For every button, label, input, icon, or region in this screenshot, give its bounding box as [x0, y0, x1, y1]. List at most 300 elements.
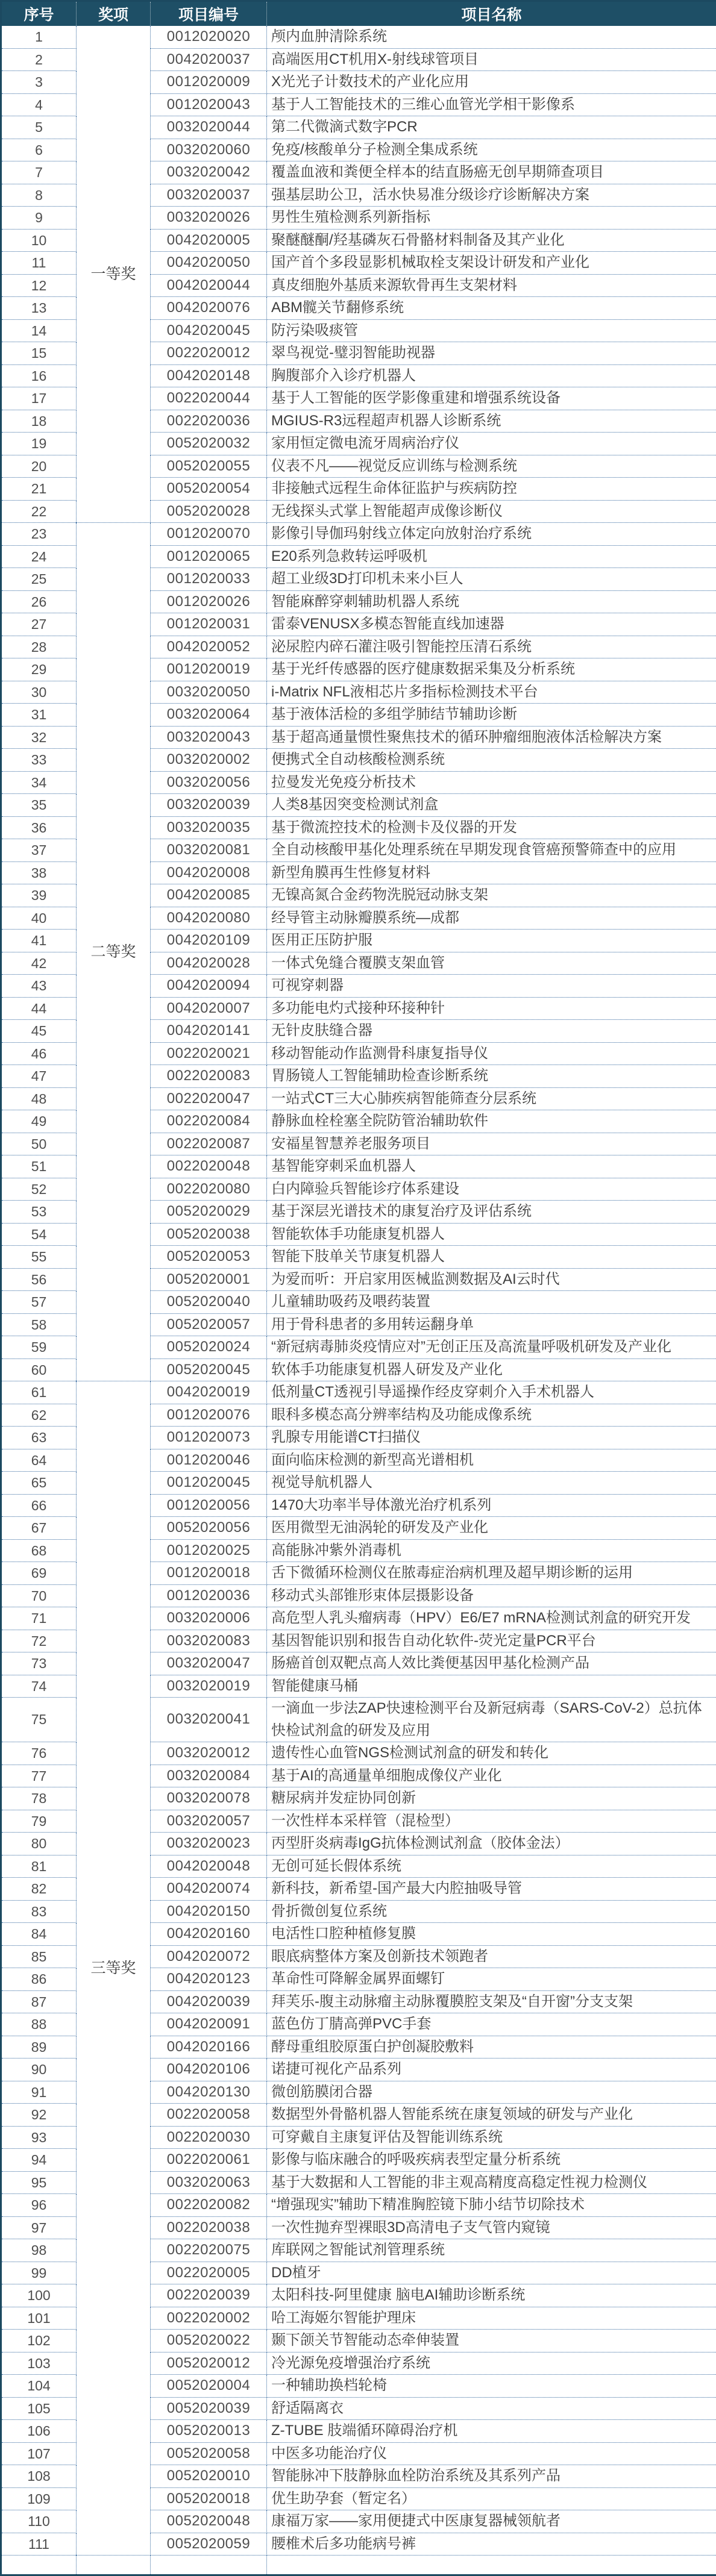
project-name-cell: 高能脉冲紫外消毒机	[267, 1539, 716, 1562]
row-number-cell: 82	[1, 1878, 77, 1901]
project-code-cell: 0042020150	[151, 1900, 267, 1923]
project-code-cell: 0022020048	[151, 1155, 267, 1178]
row-number-cell: 76	[1, 1742, 77, 1765]
row-number-cell: 52	[1, 1178, 77, 1201]
row-number-cell: 102	[1, 2330, 77, 2352]
row-number-cell: 14	[1, 319, 77, 342]
project-name-cell: 第二代微滴式数字PCR	[267, 116, 716, 139]
project-name-cell: 一次性抛弃型裸眼3D高清电子支气管内窥镜	[267, 2216, 716, 2239]
project-code-cell: 0022020021	[151, 1042, 267, 1065]
row-number-cell: 53	[1, 1201, 77, 1224]
project-code-cell: 0032020039	[151, 794, 267, 817]
row-number-cell: 39	[1, 884, 77, 907]
column-header-1: 序号	[1, 1, 77, 27]
header-row	[1, 1, 716, 27]
project-code-cell: 0042020019	[151, 1381, 267, 1404]
row-number-cell: 74	[1, 1675, 77, 1698]
project-name-cell: 聚醚醚酮/羟基磷灰石骨骼材料制备及其产业化	[267, 229, 716, 252]
row-number-cell: 41	[1, 930, 77, 952]
project-code-cell: 0052020055	[151, 455, 267, 478]
row-number-cell: 67	[1, 1517, 77, 1540]
project-name-cell: 基智能穿刺采血机器人	[267, 1155, 716, 1178]
project-code-cell: 0042020052	[151, 636, 267, 658]
project-name-cell: 免疫/核酸单分子检测全集成系统	[267, 139, 716, 161]
row-number-cell: 94	[1, 2149, 77, 2172]
project-code-cell: 0032020044	[151, 116, 267, 139]
project-code-cell: 0022020083	[151, 1065, 267, 1088]
project-code-cell: 0012020046	[151, 1449, 267, 1472]
row-number-cell: 11	[1, 252, 77, 275]
row-number-cell: 62	[1, 1404, 77, 1427]
row-number-cell: 46	[1, 1042, 77, 1065]
project-name-cell: 拜芙乐-腹主动脉瘤主动脉覆膜腔支架及“自开窗”分支支架	[267, 1990, 716, 2013]
column-header-3: 项目编号	[151, 1, 267, 27]
project-name-cell: 无线探头式掌上智能超声成像诊断仪	[267, 500, 716, 523]
project-name-cell: 影像引导伽玛射线立体定向放射治疗系统	[267, 523, 716, 546]
project-name-cell: 超工业级3D打印机未来小巨人	[267, 568, 716, 591]
project-code-cell: 0012020025	[151, 1539, 267, 1562]
filler-cell	[151, 2556, 267, 2575]
project-name-cell: 视觉导航机器人	[267, 1472, 716, 1495]
project-name-cell: 经导管主动脉瓣膜系统—成都	[267, 907, 716, 930]
row-number-cell: 103	[1, 2352, 77, 2375]
project-name-cell: “新冠病毒肺炎疫情应对”无创正压及高流量呼吸机研发及产业化	[267, 1336, 716, 1359]
row-number-cell: 88	[1, 2013, 77, 2036]
project-name-cell: 肠癌首创双靶点高人效比粪便基因甲基化检测产品	[267, 1652, 716, 1675]
table-row	[1, 26, 716, 48]
project-code-cell: 0042020109	[151, 930, 267, 952]
row-number-cell: 4	[1, 93, 77, 116]
row-number-cell: 68	[1, 1539, 77, 1562]
project-name-cell: 基因智能识别和报告自动化软件-荧光定量PCR平台	[267, 1630, 716, 1652]
row-number-cell: 40	[1, 907, 77, 930]
project-name-cell: 眼底病整体方案及创新技术领跑者	[267, 1945, 716, 1968]
project-name-cell: 可穿戴自主康复评估及智能训练系统	[267, 2126, 716, 2149]
project-name-cell: 基于液体活检的多组学肺结节辅助诊断	[267, 704, 716, 727]
project-code-cell: 0012020073	[151, 1427, 267, 1449]
project-name-cell: 1470大功率半导体激光治疗机系列	[267, 1494, 716, 1517]
project-code-cell: 0032020006	[151, 1607, 267, 1630]
filler-cell	[267, 2556, 716, 2575]
project-code-cell: 0042020039	[151, 1990, 267, 2013]
project-name-cell: 安福星智慧养老服务项目	[267, 1133, 716, 1155]
project-name-cell: 智能软体手功能康复机器人	[267, 1223, 716, 1246]
row-number-cell: 111	[1, 2533, 77, 2556]
row-number-cell: 43	[1, 975, 77, 998]
project-name-cell: 高端医用CT机用X-射线球管项目	[267, 48, 716, 71]
project-code-cell: 0052020012	[151, 2352, 267, 2375]
row-number-cell: 10	[1, 229, 77, 252]
row-number-cell: 31	[1, 704, 77, 727]
row-number-cell: 86	[1, 1968, 77, 1991]
project-code-cell: 0012020009	[151, 71, 267, 94]
project-code-cell: 0042020007	[151, 997, 267, 1020]
row-number-cell: 105	[1, 2397, 77, 2420]
row-number-cell: 57	[1, 1291, 77, 1314]
row-number-cell: 3	[1, 71, 77, 94]
row-number-cell: 107	[1, 2442, 77, 2465]
project-name-cell: X光光子计数技术的产业化应用	[267, 71, 716, 94]
row-number-cell: 13	[1, 297, 77, 320]
row-number-cell: 51	[1, 1155, 77, 1178]
row-number-cell: 1	[1, 26, 77, 48]
project-code-cell: 0052020029	[151, 1201, 267, 1224]
filler-cell	[1, 2556, 77, 2575]
project-name-cell: “增强现实”辅助下精准胸腔镜下肺小结节切除技术	[267, 2194, 716, 2217]
project-name-cell: 眼科多模态高分辨率结构及功能成像系统	[267, 1404, 716, 1427]
row-number-cell: 85	[1, 1945, 77, 1968]
row-number-cell: 19	[1, 433, 77, 455]
row-number-cell: 30	[1, 681, 77, 704]
project-code-cell: 0042020094	[151, 975, 267, 998]
project-code-cell: 0022020044	[151, 387, 267, 410]
project-code-cell: 0012020033	[151, 568, 267, 591]
project-code-cell: 0022020084	[151, 1110, 267, 1133]
row-number-cell: 16	[1, 364, 77, 387]
project-code-cell: 0042020045	[151, 319, 267, 342]
project-code-cell: 0052020054	[151, 478, 267, 501]
row-number-cell: 50	[1, 1133, 77, 1155]
project-code-cell: 0032020063	[151, 2171, 267, 2194]
project-name-cell: 医用正压防护服	[267, 930, 716, 952]
row-number-cell: 69	[1, 1562, 77, 1585]
row-number-cell: 24	[1, 545, 77, 568]
project-name-cell: 基于人工智能的医学影像重建和增强系统设备	[267, 387, 716, 410]
project-name-cell: 冷光源免疫增强治疗系统	[267, 2352, 716, 2375]
row-number-cell: 44	[1, 997, 77, 1020]
project-name-cell: 移动式头部锥形束体层摄影设备	[267, 1584, 716, 1607]
project-code-cell: 0052020059	[151, 2533, 267, 2556]
project-name-cell: 高危型人乳头瘤病毒（HPV）E6/E7 mRNA检测试剂盒的研究开发	[267, 1607, 716, 1630]
project-code-cell: 0032020078	[151, 1787, 267, 1810]
project-name-cell: 家用恒定微电流牙周病治疗仪	[267, 433, 716, 455]
project-name-cell: 可视穿刺器	[267, 975, 716, 998]
project-code-cell: 0032020042	[151, 161, 267, 184]
project-code-cell: 0022020036	[151, 410, 267, 433]
project-code-cell: 0042020080	[151, 907, 267, 930]
project-name-cell: 智能健康马桶	[267, 1675, 716, 1698]
project-code-cell: 0032020019	[151, 1675, 267, 1698]
row-number-cell: 65	[1, 1472, 77, 1495]
project-name-cell: 无创可延长假体系统	[267, 1855, 716, 1878]
row-number-cell: 64	[1, 1449, 77, 1472]
column-header-4: 项目名称	[267, 1, 716, 27]
project-name-cell: 无针皮肤缝合器	[267, 1020, 716, 1043]
project-code-cell: 0052020004	[151, 2375, 267, 2398]
project-name-cell: 丙型肝炎病毒IgG抗体检测试剂盒（胶体金法）	[267, 1833, 716, 1855]
project-code-cell: 0012020076	[151, 1404, 267, 1427]
project-code-cell: 0032020056	[151, 771, 267, 794]
project-name-cell: 革命性可降解金属界面螺钉	[267, 1968, 716, 1991]
project-code-cell: 0022020087	[151, 1133, 267, 1155]
project-name-cell: 遗传性心血管NGS检测试剂盒的研发和转化	[267, 1742, 716, 1765]
award-cell: 二等奖	[77, 523, 151, 1381]
project-code-cell: 0012020026	[151, 590, 267, 613]
row-number-cell: 83	[1, 1900, 77, 1923]
project-code-cell: 0012020018	[151, 1562, 267, 1585]
row-number-cell: 35	[1, 794, 77, 817]
project-code-cell: 0012020043	[151, 93, 267, 116]
project-code-cell: 0022020061	[151, 2149, 267, 2172]
project-code-cell: 0012020031	[151, 613, 267, 636]
row-number-cell: 7	[1, 161, 77, 184]
project-code-cell: 0052020038	[151, 1223, 267, 1246]
row-number-cell: 59	[1, 1336, 77, 1359]
project-code-cell: 0022020012	[151, 342, 267, 365]
row-number-cell: 104	[1, 2375, 77, 2398]
project-code-cell: 0042020048	[151, 1855, 267, 1878]
project-name-cell: Z-TUBE 肢端循环障碍治疗机	[267, 2420, 716, 2443]
project-code-cell: 0032020026	[151, 207, 267, 230]
project-code-cell: 0022020038	[151, 2216, 267, 2239]
row-number-cell: 56	[1, 1268, 77, 1291]
row-number-cell: 2	[1, 48, 77, 71]
project-name-cell: 静脉血栓栓塞全院防管治辅助软件	[267, 1110, 716, 1133]
row-number-cell: 12	[1, 274, 77, 297]
row-number-cell: 87	[1, 1990, 77, 2013]
project-name-cell: 软体手功能康复机器人研发及产业化	[267, 1358, 716, 1381]
project-name-cell: 真皮细胞外基质来源软骨再生支架材料	[267, 274, 716, 297]
table-row	[1, 1381, 716, 1404]
row-number-cell: 38	[1, 861, 77, 884]
project-code-cell: 0042020085	[151, 884, 267, 907]
project-name-cell: 非接触式远程生命体征监护与疾病防控	[267, 478, 716, 501]
project-code-cell: 0042020028	[151, 952, 267, 975]
project-code-cell: 0042020091	[151, 2013, 267, 2036]
project-code-cell: 0022020005	[151, 2262, 267, 2284]
row-number-cell: 37	[1, 839, 77, 862]
project-code-cell: 0022020082	[151, 2194, 267, 2217]
project-name-cell: E20系列急救转运呼吸机	[267, 545, 716, 568]
row-number-cell: 22	[1, 500, 77, 523]
project-name-cell: 腰椎术后多功能病号裤	[267, 2533, 716, 2556]
project-code-cell: 0042020160	[151, 1923, 267, 1946]
project-code-cell: 0052020045	[151, 1358, 267, 1381]
project-name-cell: 雷泰VENUSX多模态智能直线加速器	[267, 613, 716, 636]
row-number-cell: 92	[1, 2104, 77, 2127]
project-name-cell: 一种辅助换档轮椅	[267, 2375, 716, 2398]
award-cell: 三等奖	[77, 1381, 151, 2556]
project-code-cell: 0042020106	[151, 2059, 267, 2081]
row-number-cell: 71	[1, 1607, 77, 1630]
project-code-cell: 0032020083	[151, 1630, 267, 1652]
project-name-cell: 一站式CT三大心肺疾病智能筛查分层系统	[267, 1087, 716, 1110]
project-name-cell: 基于AI的高通量单细胞成像仪产业化	[267, 1765, 716, 1787]
project-name-cell: 多功能电灼式接种环接种针	[267, 997, 716, 1020]
project-name-cell: 无镍高氮合金药物洗脱冠动脉支架	[267, 884, 716, 907]
project-name-cell: 胃肠镜人工智能辅助检查诊断系统	[267, 1065, 716, 1088]
row-number-cell: 28	[1, 636, 77, 658]
row-number-cell: 100	[1, 2284, 77, 2307]
row-number-cell: 75	[1, 1698, 77, 1742]
project-code-cell: 0052020048	[151, 2510, 267, 2533]
project-code-cell: 0012020019	[151, 658, 267, 681]
row-number-cell: 49	[1, 1110, 77, 1133]
project-name-cell: 舌下微循环检测仪在脓毒症治病机理及超早期诊断的运用	[267, 1562, 716, 1585]
row-number-cell: 5	[1, 116, 77, 139]
filler-cell	[77, 2556, 151, 2575]
project-name-cell: 基于深层光谱技术的康复治疗及评估系统	[267, 1201, 716, 1224]
project-name-cell: 白内障验兵智能诊疗体系建设	[267, 1178, 716, 1201]
project-name-cell: 一滴血一步法ZAP快速检测平台及新冠病毒（SARS-CoV-2）总抗体快检试剂盒的研发及应用	[267, 1698, 716, 1742]
table-header	[1, 1, 716, 27]
project-name-cell: 国产首个多段显影机械取栓支架设计研发和产业化	[267, 252, 716, 275]
row-number-cell: 42	[1, 952, 77, 975]
project-name-cell: 智能下肢单关节康复机器人	[267, 1246, 716, 1269]
column-header-2: 奖项	[77, 1, 151, 27]
project-code-cell: 0042020141	[151, 1020, 267, 1043]
project-name-cell: 强基层助公卫，活水快易准分级诊疗诊断解决方案	[267, 184, 716, 207]
project-name-cell: 人类8基因突变检测试剂盒	[267, 794, 716, 817]
table-body	[1, 26, 716, 2575]
project-name-cell: 颅内血肿清除系统	[267, 26, 716, 48]
row-number-cell: 81	[1, 1855, 77, 1878]
row-number-cell: 66	[1, 1494, 77, 1517]
project-code-cell: 0032020050	[151, 681, 267, 704]
project-name-cell: 仪表不凡——视觉反应训练与检测系统	[267, 455, 716, 478]
project-code-cell: 0022020080	[151, 1178, 267, 1201]
row-number-cell: 20	[1, 455, 77, 478]
project-code-cell: 0032020041	[151, 1698, 267, 1742]
project-name-cell: 舒适隔离衣	[267, 2397, 716, 2420]
row-number-cell: 32	[1, 726, 77, 749]
project-name-cell: 哈工海姬尔智能护理床	[267, 2307, 716, 2330]
project-code-cell: 0042020148	[151, 364, 267, 387]
row-number-cell: 90	[1, 2059, 77, 2081]
project-name-cell: 基于微流控技术的检测卡及仪器的开发	[267, 816, 716, 839]
project-code-cell: 0052020001	[151, 1268, 267, 1291]
row-number-cell: 70	[1, 1584, 77, 1607]
project-code-cell: 0032020023	[151, 1833, 267, 1855]
row-number-cell: 77	[1, 1765, 77, 1787]
project-name-cell: 太阳科技-阿里健康 脑电AI辅助诊断系统	[267, 2284, 716, 2307]
row-number-cell: 109	[1, 2487, 77, 2510]
project-name-cell: 基于大数据和人工智能的非主观高精度高稳定性视力检测仪	[267, 2171, 716, 2194]
row-number-cell: 34	[1, 771, 77, 794]
project-code-cell: 0042020005	[151, 229, 267, 252]
row-number-cell: 45	[1, 1020, 77, 1043]
row-number-cell: 110	[1, 2510, 77, 2533]
project-code-cell: 0022020058	[151, 2104, 267, 2127]
project-code-cell: 0022020002	[151, 2307, 267, 2330]
project-name-cell: 基于人工智能技术的三维心血管光学相干影像系	[267, 93, 716, 116]
project-code-cell: 0032020081	[151, 839, 267, 862]
project-code-cell: 0042020044	[151, 274, 267, 297]
table-row	[1, 523, 716, 546]
project-code-cell: 0012020020	[151, 26, 267, 48]
project-name-cell: 医用微型无油涡轮的研发及产业化	[267, 1517, 716, 1540]
project-code-cell: 0032020084	[151, 1765, 267, 1787]
project-name-cell: 胸腹部介入诊疗机器人	[267, 364, 716, 387]
project-name-cell: 蓝色仿丁腈高弹PVC手套	[267, 2013, 716, 2036]
project-name-cell: 影像与临床融合的呼吸疾病表型定量分析系统	[267, 2149, 716, 2172]
project-name-cell: 库联网之智能试剂管理系统	[267, 2239, 716, 2262]
project-code-cell: 0022020075	[151, 2239, 267, 2262]
row-number-cell: 23	[1, 523, 77, 546]
project-name-cell: 防污染吸痰管	[267, 319, 716, 342]
project-name-cell: 康福万家——家用便捷式中医康复器械领航者	[267, 2510, 716, 2533]
row-number-cell: 95	[1, 2171, 77, 2194]
row-number-cell: 18	[1, 410, 77, 433]
project-name-cell: 糖尿病并发症协同创新	[267, 1787, 716, 1810]
project-name-cell: 基于超高通量惯性聚焦技术的循环肿瘤细胞液体活检解决方案	[267, 726, 716, 749]
project-code-cell: 0032020002	[151, 749, 267, 772]
project-name-cell: 电活性口腔种植修复膜	[267, 1923, 716, 1946]
project-code-cell: 0042020008	[151, 861, 267, 884]
project-name-cell: 诺捷可视化产品系列	[267, 2059, 716, 2081]
project-code-cell: 0052020053	[151, 1246, 267, 1269]
project-code-cell: 0032020064	[151, 704, 267, 727]
project-code-cell: 0052020013	[151, 2420, 267, 2443]
row-number-cell: 60	[1, 1358, 77, 1381]
row-number-cell: 98	[1, 2239, 77, 2262]
row-number-cell: 33	[1, 749, 77, 772]
project-name-cell: 男性生殖检测系列新指标	[267, 207, 716, 230]
project-code-cell: 0012020070	[151, 523, 267, 546]
project-code-cell: 0042020037	[151, 48, 267, 71]
project-code-cell: 0052020039	[151, 2397, 267, 2420]
row-number-cell: 25	[1, 568, 77, 591]
project-name-cell: MGIUS-R3远程超声机器人诊断系统	[267, 410, 716, 433]
row-number-cell: 47	[1, 1065, 77, 1088]
row-number-cell: 27	[1, 613, 77, 636]
project-name-cell: 一体式免缝合覆膜支架血管	[267, 952, 716, 975]
project-name-cell: 低剂量CT透视引导遥操作经皮穿刺介入手术机器人	[267, 1381, 716, 1404]
row-number-cell: 63	[1, 1427, 77, 1449]
award-cell: 一等奖	[77, 26, 151, 523]
row-number-cell: 54	[1, 1223, 77, 1246]
project-code-cell: 0032020057	[151, 1810, 267, 1833]
project-name-cell: 用于骨科患者的多用转运翻身单	[267, 1313, 716, 1336]
row-number-cell: 78	[1, 1787, 77, 1810]
project-code-cell: 0032020012	[151, 1742, 267, 1765]
row-number-cell: 26	[1, 590, 77, 613]
project-name-cell: 全自动核酸甲基化处理系统在早期发现食管癌预警筛查中的应用	[267, 839, 716, 862]
project-name-cell: 新科技，新希望-国产最大内腔抽吸导管	[267, 1878, 716, 1901]
project-code-cell: 0022020039	[151, 2284, 267, 2307]
row-number-cell: 21	[1, 478, 77, 501]
row-number-cell: 73	[1, 1652, 77, 1675]
project-code-cell: 0042020050	[151, 252, 267, 275]
project-code-cell: 0012020056	[151, 1494, 267, 1517]
project-name-cell: 骨折微创复位系统	[267, 1900, 716, 1923]
project-code-cell: 0052020010	[151, 2465, 267, 2488]
project-name-cell: i-Matrix NFL液相芯片多指标检测技术平台	[267, 681, 716, 704]
project-code-cell: 0042020076	[151, 297, 267, 320]
project-name-cell: 一次性样本采样管（混检型）	[267, 1810, 716, 1833]
row-number-cell: 29	[1, 658, 77, 681]
project-code-cell: 0042020074	[151, 1878, 267, 1901]
project-name-cell: 覆盖血液和粪便全样本的结直肠癌无创早期筛查项目	[267, 161, 716, 184]
row-number-cell: 89	[1, 2036, 77, 2059]
project-name-cell: 智能脉冲下肢静脉血栓防治系统及其系列产品	[267, 2465, 716, 2488]
row-number-cell: 15	[1, 342, 77, 365]
project-code-cell: 0032020047	[151, 1652, 267, 1675]
project-code-cell: 0042020130	[151, 2081, 267, 2104]
filler-row	[1, 2556, 716, 2575]
project-code-cell: 0042020072	[151, 1945, 267, 1968]
row-number-cell: 108	[1, 2465, 77, 2488]
row-number-cell: 48	[1, 1087, 77, 1110]
project-code-cell: 0052020022	[151, 2330, 267, 2352]
project-code-cell: 0052020057	[151, 1313, 267, 1336]
project-name-cell: 泌尿腔内碎石灌注吸引智能控压清石系统	[267, 636, 716, 658]
project-name-cell: 移动智能动作监测骨科康复指导仪	[267, 1042, 716, 1065]
project-name-cell: 翠鸟视觉-璧羽智能助视器	[267, 342, 716, 365]
project-code-cell: 0022020030	[151, 2126, 267, 2149]
row-number-cell: 99	[1, 2262, 77, 2284]
project-code-cell: 0052020032	[151, 433, 267, 455]
